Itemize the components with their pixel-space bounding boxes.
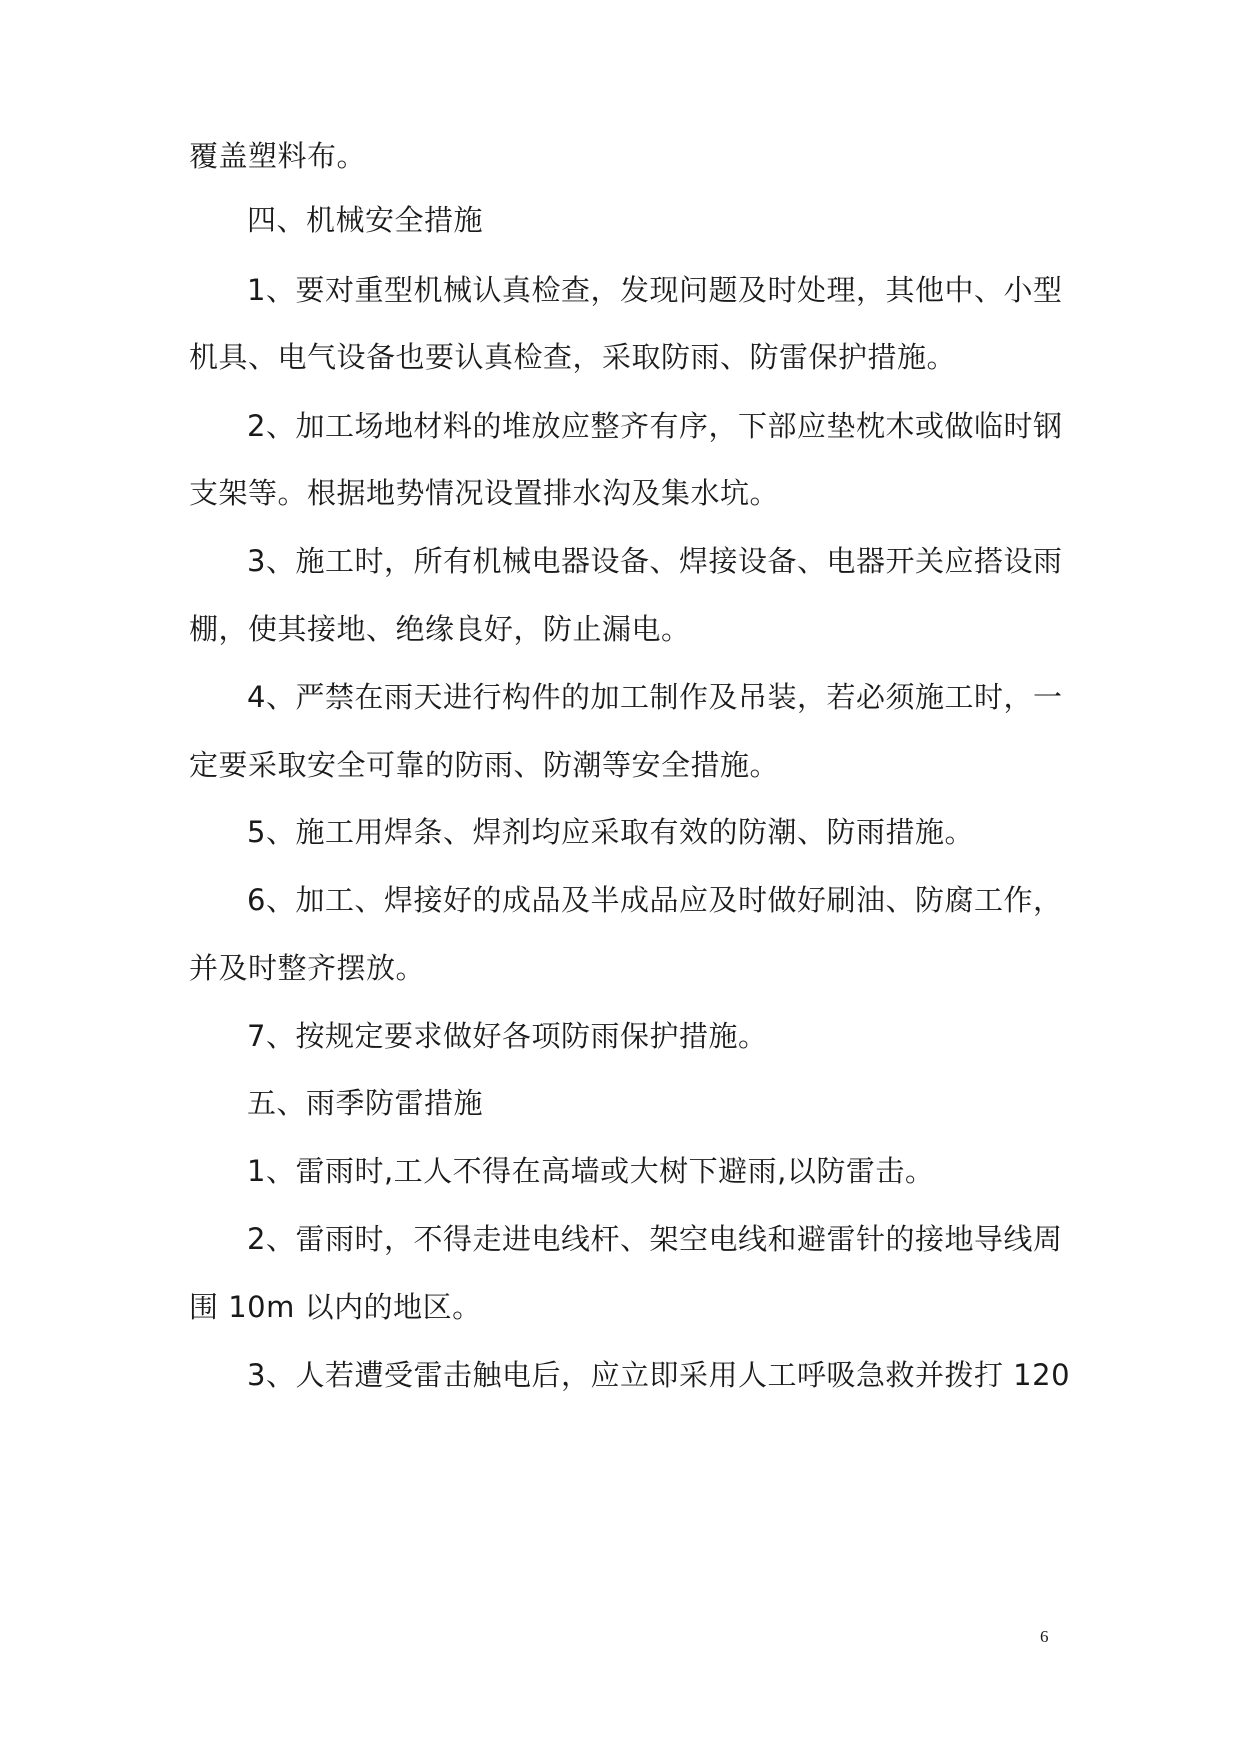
section-heading-machinery-safety: 四、机械安全措施 xyxy=(247,203,484,237)
paragraph-item-3-line-2: 棚，使其接地、绝缘良好，防止漏电。 xyxy=(189,612,691,646)
paragraph-item-4-line-1: 4、严禁在雨天进行构件的加工制作及吊装，若必须施工时，一 xyxy=(247,680,1063,714)
paragraph-item-5: 5、施工用焊条、焊剂均应采取有效的防潮、防雨措施。 xyxy=(247,815,974,849)
paragraph-lightning-item-3-line-1: 3、人若遭受雷击触电后，应立即采用人工呼吸急救并拨打 120 xyxy=(247,1358,1071,1392)
paragraph-item-3-line-1: 3、施工时，所有机械电器设备、焊接设备、电器开关应搭设雨 xyxy=(247,544,1063,578)
paragraph-item-4-line-2: 定要采取安全可靠的防雨、防潮等安全措施。 xyxy=(189,748,780,782)
paragraph-item-6-line-1: 6、加工、焊接好的成品及半成品应及时做好刷油、防腐工作， xyxy=(247,883,1063,917)
text-line-continuation: 覆盖塑料布。 xyxy=(189,139,367,173)
page-number: 6 xyxy=(1040,1627,1049,1646)
paragraph-item-7: 7、按规定要求做好各项防雨保护措施。 xyxy=(247,1019,768,1053)
paragraph-lightning-item-2-line-2: 围 10m 以内的地区。 xyxy=(189,1290,482,1324)
paragraph-item-6-line-2: 并及时整齐摆放。 xyxy=(189,951,426,985)
paragraph-lightning-item-1: 1、雷雨时,工人不得在高墙或大树下避雨,以防雷击。 xyxy=(247,1154,935,1188)
paragraph-lightning-item-2-line-1: 2、雷雨时，不得走进电线杆、架空电线和避雷针的接地导线周 xyxy=(247,1222,1063,1256)
paragraph-item-1-line-2: 机具、电气设备也要认真检查，采取防雨、防雷保护措施。 xyxy=(189,340,957,374)
section-heading-lightning-protection: 五、雨季防雷措施 xyxy=(247,1086,484,1120)
paragraph-item-2-line-2: 支架等。根据地势情况设置排水沟及集水坑。 xyxy=(189,476,780,510)
paragraph-item-2-line-1: 2、加工场地材料的堆放应整齐有序，下部应垫枕木或做临时钢 xyxy=(247,409,1063,443)
paragraph-item-1-line-1: 1、要对重型机械认真检查，发现问题及时处理，其他中、小型 xyxy=(247,273,1063,307)
